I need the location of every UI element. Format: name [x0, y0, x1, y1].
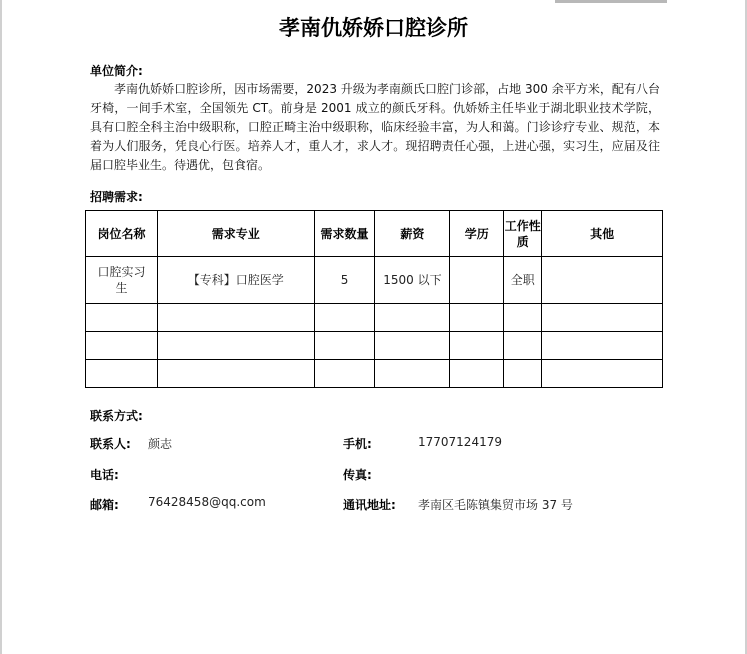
recruit-table — [85, 210, 663, 388]
email-value: 76428458@qq.com — [148, 495, 266, 509]
cell-other — [542, 257, 663, 304]
address-label: 通讯地址: — [343, 498, 396, 512]
table-header-row — [86, 211, 663, 257]
cell — [542, 332, 663, 360]
contact-label: 联系方式: — [90, 409, 143, 423]
header-other: 其他 — [542, 211, 663, 257]
cell-major: 【专科】口腔医学 — [157, 257, 314, 304]
cell — [450, 360, 504, 388]
intro-label: 单位简介: — [90, 64, 143, 78]
cell — [542, 360, 663, 388]
cell — [86, 360, 158, 388]
cell — [314, 332, 375, 360]
header-position: 岗位名称 — [86, 211, 158, 257]
cell — [157, 304, 314, 332]
contact-person-value: 颜志 — [148, 437, 173, 451]
cell — [504, 332, 542, 360]
cell-quantity: 5 — [314, 257, 375, 304]
mobile-value: 17707124179 — [418, 435, 502, 449]
address-value: 孝南区毛陈镇集贸市场 37 号 — [418, 498, 573, 512]
cell — [450, 332, 504, 360]
cut-off-header-text — [555, 0, 667, 3]
cell — [375, 332, 450, 360]
email-label: 邮箱: — [90, 498, 119, 512]
fax-label: 传真: — [343, 468, 372, 482]
cell — [157, 360, 314, 388]
cell — [86, 332, 158, 360]
table-row — [86, 304, 663, 332]
cell — [375, 360, 450, 388]
contact-person-label: 联系人: — [90, 437, 131, 451]
header-work-type: 工作性质 — [504, 211, 542, 257]
table-row — [86, 332, 663, 360]
cell-work-type: 全职 — [504, 257, 542, 304]
header-education: 学历 — [450, 211, 504, 257]
cell-education — [450, 257, 504, 304]
cell — [504, 304, 542, 332]
header-major: 需求专业 — [157, 211, 314, 257]
cell-position: 口腔实习生 — [86, 257, 158, 304]
phone-label: 电话: — [90, 468, 119, 482]
intro-paragraph: 孝南仇娇娇口腔诊所，因市场需要，2023 升级为孝南颜氏口腔门诊部，占地 300 余平方米，配有八台牙椅，一间手术室，全国领先 CT。前身是 2001 成立的颜氏牙科。仇娇娇主任毕业于湖北职业技术学院，具有口腔全科主治中级职称，口腔正畸主治中级职称，临床经验丰富，为人和蔼。门诊诊疗专业、规范，本着为人们服务，凭良心行医。培养人才，重人才，求人才。现招聘责任心强，上进心强，实习生，应届及往届口腔毕业生。待遇优，包食宿。 — [90, 82, 660, 172]
cell — [542, 304, 663, 332]
recruit-label: 招聘需求: — [90, 190, 143, 204]
table-row — [86, 257, 663, 304]
cell — [504, 360, 542, 388]
page-title: 孝南仇娇娇口腔诊所 — [279, 16, 468, 40]
header-salary: 薪资 — [375, 211, 450, 257]
cell-salary: 1500 以下 — [375, 257, 450, 304]
cell — [86, 304, 158, 332]
cell — [314, 304, 375, 332]
cell — [450, 304, 504, 332]
cell — [375, 304, 450, 332]
mobile-label: 手机: — [343, 437, 372, 451]
cell — [157, 332, 314, 360]
cell — [314, 360, 375, 388]
header-quantity: 需求数量 — [314, 211, 375, 257]
page-border-left — [0, 0, 2, 654]
table-row — [86, 360, 663, 388]
